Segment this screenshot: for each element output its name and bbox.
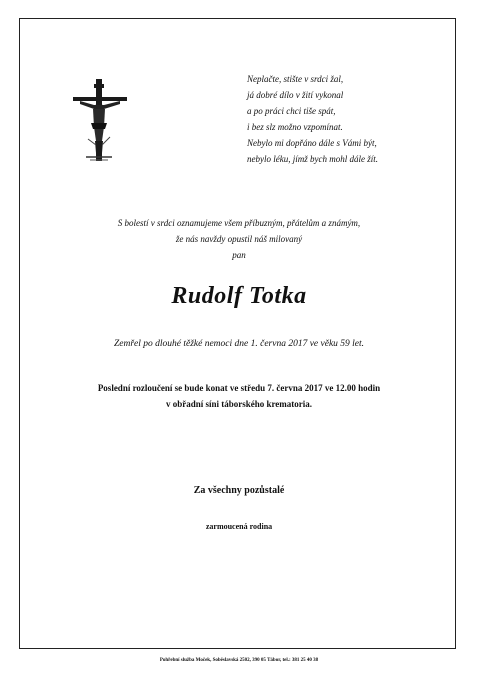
announcement-line: pan (232, 250, 246, 260)
poem-line: Nebylo mi dopřáno dále s Vámi být, (247, 138, 377, 148)
funeral-line: Poslední rozloučení se bude konat ve středu 7. června 2017 ve 12.00 hodin (97, 383, 381, 393)
deceased-name: Rudolf Totka (171, 283, 307, 309)
death-notice: Zemřel po dlouhé těžké nemoci dne 1. června 2017 ve věku 59 let. (113, 339, 365, 349)
poem-line: i bez slz možno vzpomínat. (247, 122, 343, 132)
poem-line: já dobré dílo v žití vykonal (247, 90, 344, 100)
footer-contact: Pohřební služba Moček, Soběslavská 2502, 390 05 Tábor, tel.: 381 25 40 38 (159, 658, 319, 663)
poem (247, 71, 378, 167)
funeral-info (0, 380, 478, 412)
crucifix-icon (72, 79, 128, 161)
announcement-line: S bolestí v srdci oznamujeme všem příbuzným, přátelům a známým, (117, 218, 361, 228)
funeral-line: v obřadní síni táborského krematoria. (165, 399, 313, 409)
poem-line: a po práci chci tiše spát, (247, 106, 336, 116)
announcement-line: že nás navždy opustil náš milovaný (175, 234, 303, 244)
poem-line: Neplačte, stište v srdci žal, (247, 74, 344, 84)
mourners-line: Za všechny pozůstalé (193, 485, 285, 496)
family-signature: zarmoucená rodina (205, 522, 273, 531)
announcement (0, 215, 478, 263)
poem-line: nebylo léku, jímž bych mohl dále žít. (247, 154, 378, 164)
